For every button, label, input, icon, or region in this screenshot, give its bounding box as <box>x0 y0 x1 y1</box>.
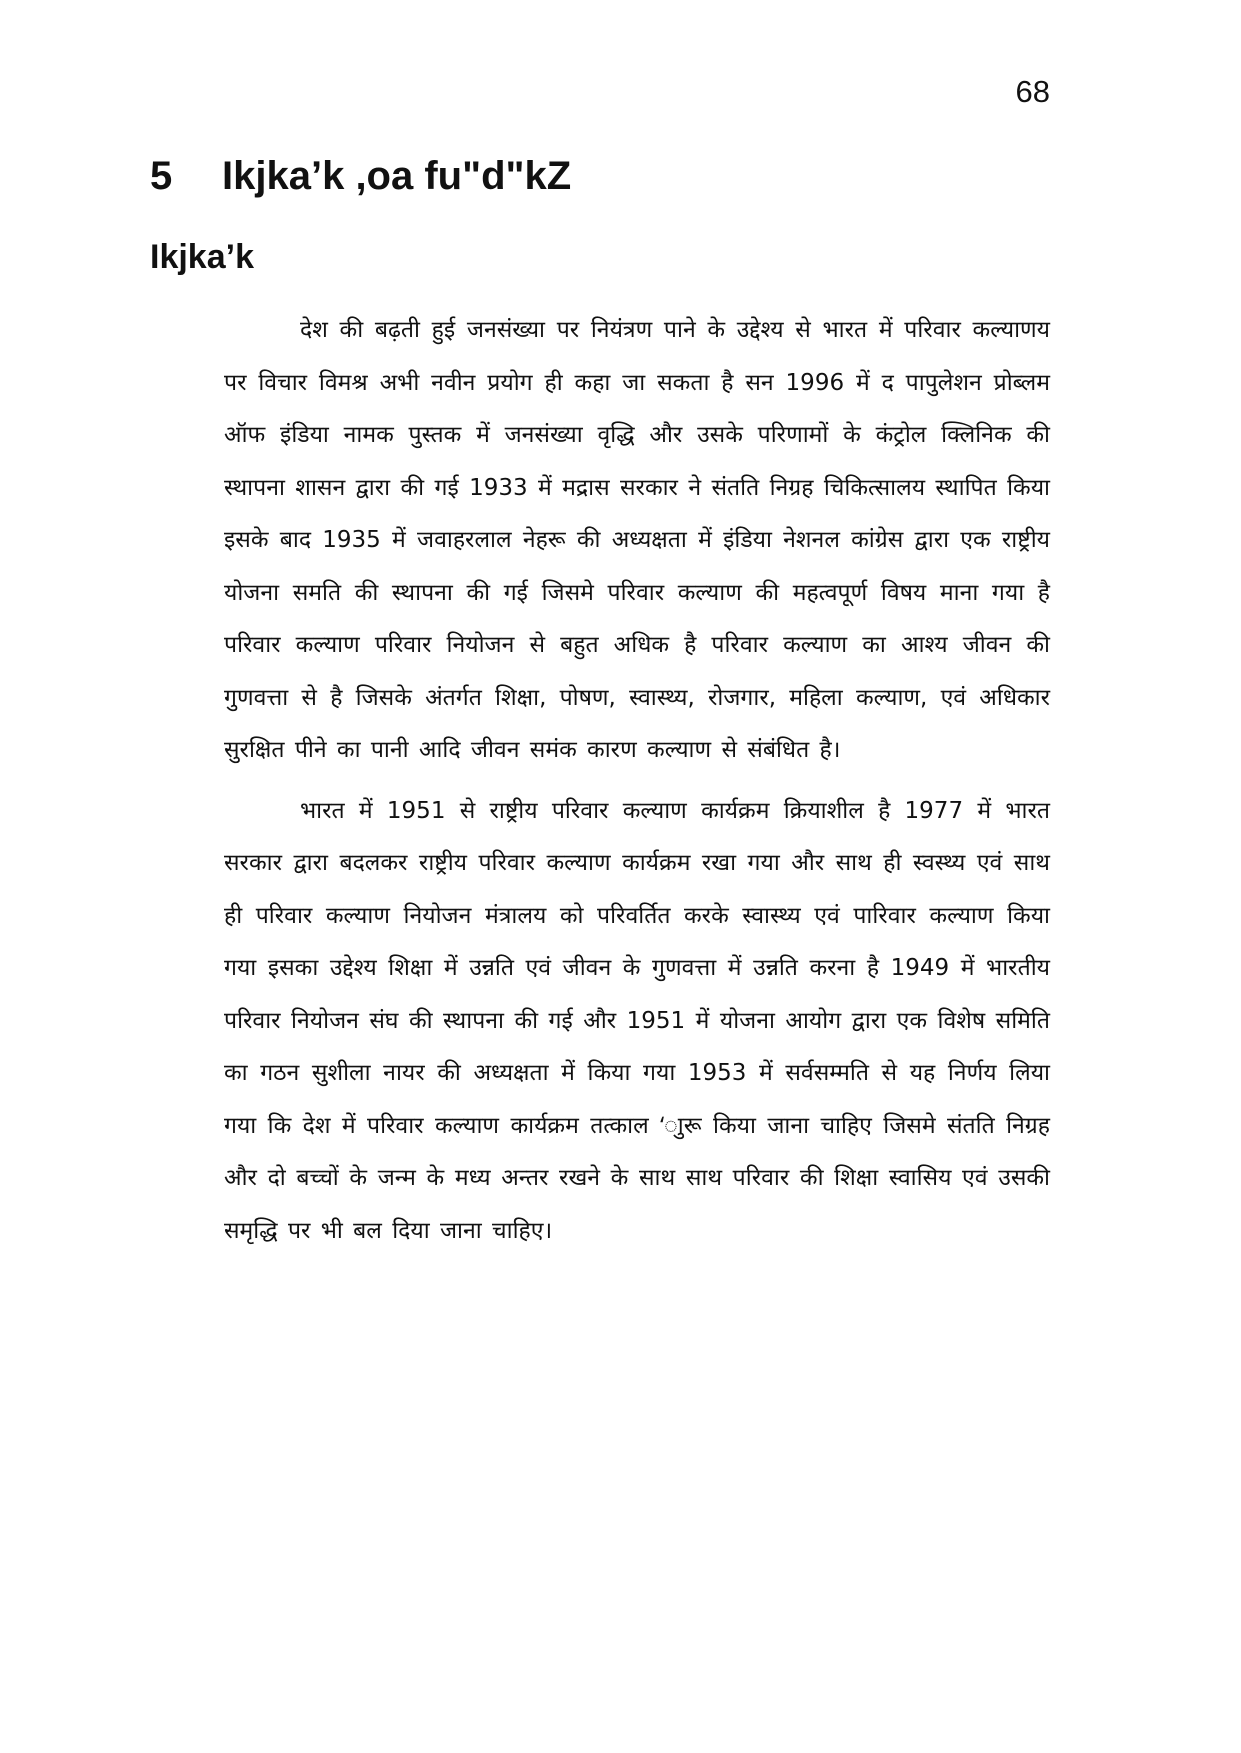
chapter-number: 5 <box>150 154 173 198</box>
chapter-title: Ikjka’k ,oa fu"d"kZ <box>222 154 572 198</box>
page-number: 68 <box>1015 74 1050 109</box>
body-text <box>224 304 1050 1257</box>
section-heading: Ikjka’k <box>150 238 254 276</box>
paragraph: देश की बढ़ती हुई जनसंख्या पर नियंत्रण पाने के उद्देश्य से भारत में परिवार कल्याणय पर विचार विमश्र अभी नवीन प्रयोग ही कहा जा सकता है सन 1996 में द पापुलेशन प्रोब्लम ऑफ इंडिया नामक पुस्तक में जनसंख्या वृद्धि और उसके परिणामों के कंट्रोल क्लिनिक की स्थापना शासन द्वारा की गई 1933 में मद्रास सरकार ने संतति निग्रह चिकित्सालय स्थापित किया इसके बाद 1935 में जवाहरलाल नेहरू की अध्यक्षता में इंडिया नेशनल कांग्रेस द्वारा एक राष्ट्रीय योजना समति की स्थापना की गई जिसमे परिवार कल्याण की महत्वपूर्ण विषय माना गया है परिवार कल्याण परिवार नियोजन से बहुत अधिक है परिवार कल्याण का आश्य जीवन की गुणवत्ता से है जिसके अंतर्गत शिक्षा, पोषण, स्वास्थ्य, रोजगार, महिला कल्याण, एवं अधिकार सुरक्षित पीने का पानी आदि जीवन समंक कारण कल्याण से संबंधित है। <box>224 317 1050 763</box>
chapter-heading <box>150 150 571 202</box>
paragraph: भारत में 1951 से राष्ट्रीय परिवार कल्याण कार्यक्रम क्रियाशील है 1977 में भारत सरकार द्वारा बदलकर राष्ट्रीय परिवार कल्याण कार्यक्रम रखा गया और साथ ही स्वस्थ्य एवं साथ ही परिवार कल्याण नियोजन मंत्रालय को परिवर्तित करके स्वास्थ्य एवं पारिवार कल्याण किया गया इसका उद्देश्य शिक्षा में उन्नति एवं जीवन के गुणवत्ता में उन्नति करना है 1949 में भारतीय परिवार नियोजन संघ की स्थापना की गई और 1951 में योजना आयोग द्वारा एक विशेष समिति का गठन सुशीला नायर की अध्यक्षता में किया गया 1953 में सर्वसम्मति से यह निर्णय लिया गया कि देश में परिवार कल्याण कार्यक्रम तत्काल ‘ाुरू किया जाना चाहिए जिसमे संतति निग्रह और दो बच्चों के जन्म के मध्य अन्तर रखने के साथ साथ परिवार की शिक्षा स्वासिय एवं उसकी समृद्धि पर भी बल दिया जाना चाहिए। <box>224 797 1050 1244</box>
